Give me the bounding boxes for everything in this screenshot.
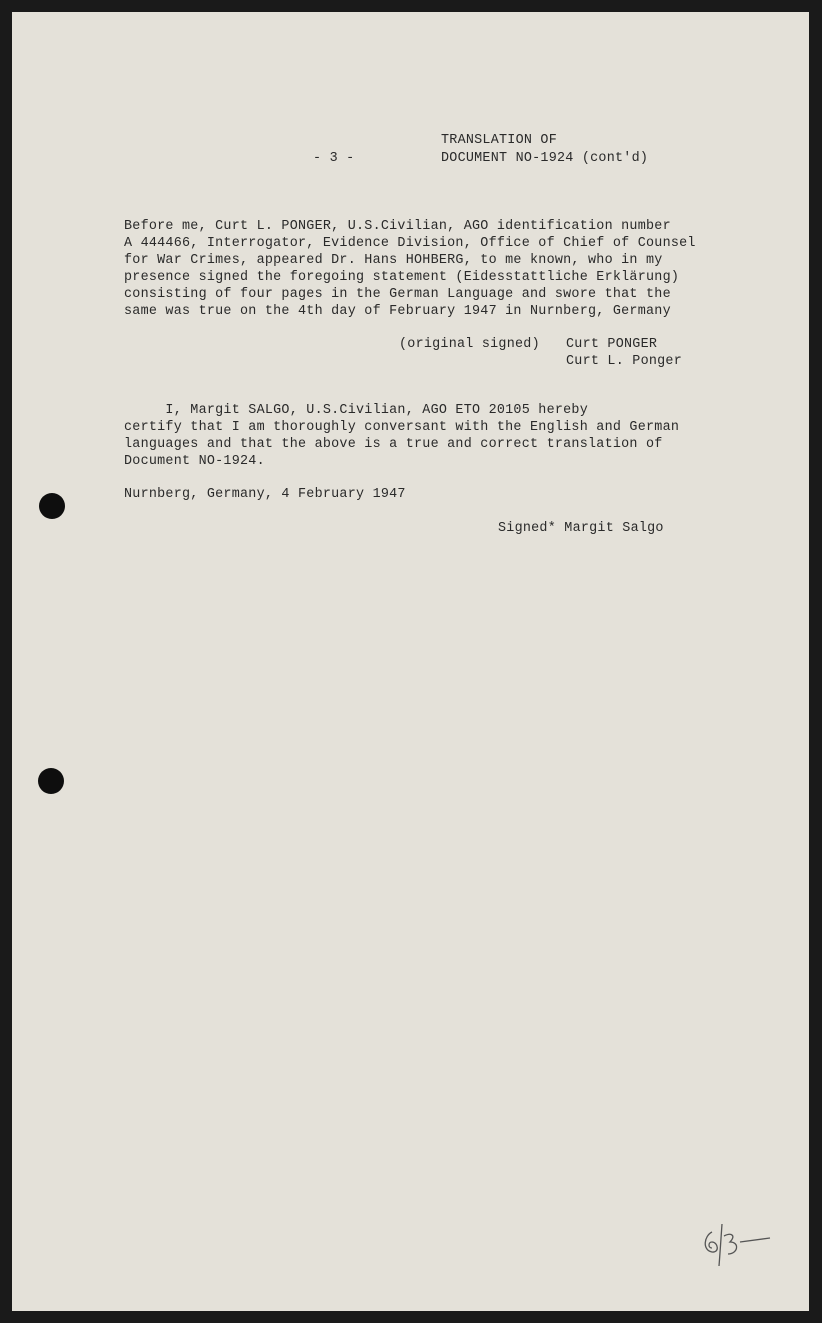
place-and-date: Nurnberg, Germany, 4 February 1947: [124, 487, 406, 502]
affidavit-line: same was true on the 4th day of February 1947 in Nurnberg, Germany: [124, 304, 671, 319]
translation-title: TRANSLATION OF: [441, 133, 557, 148]
original-signed-note: (original signed): [399, 337, 540, 352]
interrogator-signature: Curt PONGER: [566, 337, 658, 352]
affidavit-line: Before me, Curt L. PONGER, U.S.Civilian, AGO identification number: [124, 219, 671, 234]
certification-line: I, Margit SALGO, U.S.Civilian, AGO ETO 20105 hereby: [124, 403, 588, 418]
affidavit-line: for War Crimes, appeared Dr. Hans HOHBERG, to me known, who in my: [124, 253, 663, 268]
affidavit-line: consisting of four pages in the German Language and swore that the: [124, 287, 671, 302]
document-number: DOCUMENT NO-1924 (cont'd): [441, 151, 649, 166]
certification-line: Document NO-1924.: [124, 454, 265, 469]
affidavit-line: presence signed the foregoing statement (Eidesstattliche Erklärung): [124, 270, 680, 285]
certification-line: certify that I am thoroughly conversant with the English and German: [124, 420, 680, 435]
handwritten-page-mark: [700, 1220, 780, 1270]
certification-line: languages and that the above is a true and correct translation of: [124, 437, 663, 452]
affidavit-line: A 444466, Interrogator, Evidence Division, Office of Chief of Counsel: [124, 236, 696, 251]
punch-hole-top: [39, 493, 65, 519]
document-page: [12, 12, 809, 1311]
translator-signature: Signed* Margit Salgo: [498, 521, 664, 536]
page-number: - 3 -: [313, 151, 355, 166]
interrogator-name: Curt L. Ponger: [566, 354, 682, 369]
punch-hole-bottom: [38, 768, 64, 794]
